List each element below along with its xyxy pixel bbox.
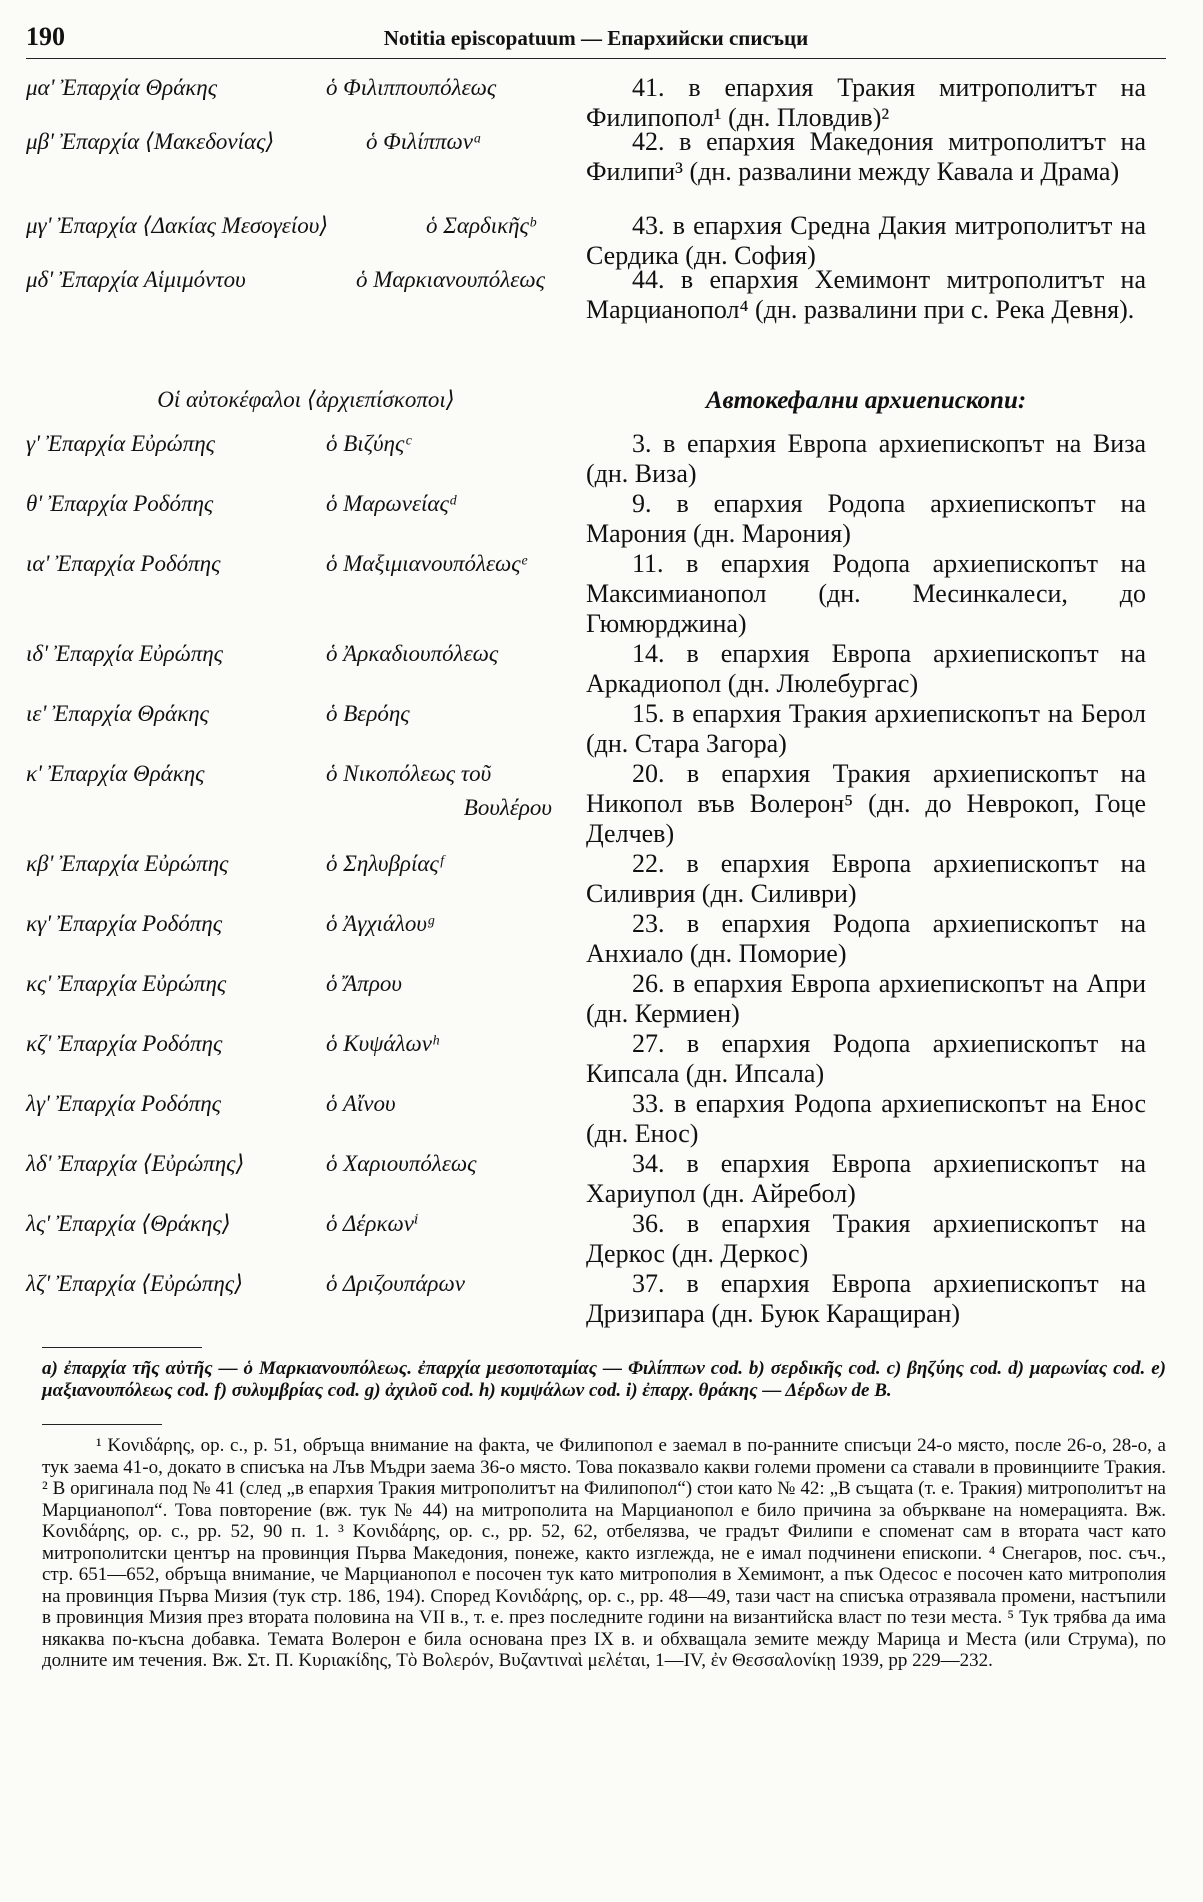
running-header xyxy=(26,22,1166,59)
greek-entry xyxy=(26,211,586,241)
metropolitans-list xyxy=(26,73,1166,349)
critical-apparatus: a) ἐπαρχία τῆς αὐτῆς — ὁ Μαρκιανουπόλεως. ἐπαρχία μεσοποταμίας — Φιλίππων cod. b) σερδικῆς cod. c) βηζύης cod. d) μαρωνίας cod. e) μαξιανουπόλεως cod. f) συλυμβρίας cod. g) ἀχιλοῦ cod. h) κυμψάλων cod. i) ἐπαρχ. θράκης — Δέρδων de B. xyxy=(42,1358,1166,1401)
greek-bishop-continued: Βουλέρου xyxy=(463,795,552,820)
greek-eparchy: μβ' Ἐπαρχία ⟨Μακεδονίας⟩ xyxy=(26,129,275,154)
greek-bishop: ὁ Δριζουπάρων xyxy=(326,1271,465,1296)
bulgarian-entry: 43. в епархия Средна Дакия митрополитът на Сердика (дн. София) xyxy=(586,211,1146,270)
greek-bishop: ὁ Μαρκιανουπόλεως xyxy=(356,267,545,292)
greek-bishop: ὁ Φιλίππωνᵃ xyxy=(366,129,483,154)
list-item xyxy=(26,639,1166,699)
greek-bishop: ὁ Βιζύηςᶜ xyxy=(326,431,411,456)
greek-entry xyxy=(26,969,586,999)
bulgarian-entry: 42. в епархия Македония митрополитът на Филипи³ (дн. развалини между Кавала и Драма) xyxy=(586,127,1146,186)
greek-eparchy: γ' Ἐπαρχία Εὐρώπης xyxy=(26,431,215,456)
greek-bishop: ὁ Σαρδικῆςᵇ xyxy=(426,213,536,238)
list-item xyxy=(26,265,1166,349)
greek-eparchy: λγ' Ἐπαρχία Ροδόπης xyxy=(26,1091,221,1116)
greek-entry xyxy=(26,1209,586,1239)
page-number: 190 xyxy=(26,22,65,51)
page xyxy=(26,22,1166,1672)
bulgarian-entry: 9. в епархия Родопа архиепископът на Марония (дн. Марония) xyxy=(586,489,1146,548)
section-heading xyxy=(26,387,1166,415)
bulgarian-entry: 14. в епархия Европа архиепископът на Аркадиопол (дн. Люлебургас) xyxy=(586,639,1146,698)
archbishops-list xyxy=(26,429,1166,1329)
greek-bishop: ὁ Μαξιμιανουπόλεωςᵉ xyxy=(326,551,527,576)
greek-bishop: ὁ Αἴνου xyxy=(326,1091,396,1116)
greek-entry xyxy=(26,1089,586,1119)
greek-bishop: ὁ Φιλιππουπόλεως xyxy=(326,75,497,100)
greek-eparchy: κγ' Ἐπαρχία Ροδόπης xyxy=(26,911,223,936)
greek-entry xyxy=(26,699,586,729)
footnotes: ¹ Κονιδάρης, op. c., p. 51, обръща внимание на факта, че Филипопол е заемал в по-ранните списъци 24-о място, после 26-о, 28-о, а тук заема 41-о, докато в списъка на Лъв Мъдри заема 36-о място. Това показвало какви големи промени са ставали в провинциите Тракия. ² В оригинала под № 41 (след „в епархия Тракия митрополитът на Филипопол“) стои като № 42: „В същата (т. е. Тракия) митрополитът на Марцианопол“. Това повторение (вж. тук № 44) на митрополита на Марцианопол е било причина за объркване на номерацията. Вж. Κονιδάρης, op. c., pp. 52, 90 п. 1. ³ Κονιδάρης, op. c., pp. 52, 62, отбелязва, че градът Филипи е споменат сам в втората част като митрополитски център на провинция Първа Македония, понеже, както изглежда, не е имал подчинени епископи. ⁴ Снегаров, пос. съч., стр. 651—652, обръща внимание, че Марцианопол е посочен тук като митрополия в Хемимонт, а пък Одесос е посочен като митрополия на провинция Първа Мизия (тук стр. 186, 194). Според Κονιδάρης, op. c., pp. 48—49, тази част на списъка отразявала промени, настъпили в провинция Мизия през втората половина на VII в., т. е. през последните години на византийска власт по тези места. ⁵ Тук трябва да има някаква по-късна добавка. Темата Волерон е била основана през IX в. и обхващала земите между Марица и Места (или Струма), по долните им течения. Вж. Στ. Π. Κυριακίδης, Τὸ Βολερόν, Βυζαντιναὶ μελέται, 1—IV, ἐν Θεσσαλονίκῃ 1939, pp 229—232. xyxy=(42,1435,1166,1671)
greek-section-heading: Οἱ αὐτοκέφαλοι ⟨ἀρχιεπίσκοποι⟩ xyxy=(157,387,455,412)
greek-entry xyxy=(26,849,586,879)
greek-entry xyxy=(26,1269,586,1299)
bulgarian-entry: 22. в епархия Европа архиепископът на Силиврия (дн. Силиври) xyxy=(586,849,1146,908)
greek-entry xyxy=(26,127,586,157)
bulgarian-entry: 26. в епархия Европа архиепископът на Апри (дн. Кермиен) xyxy=(586,969,1146,1028)
list-item xyxy=(26,211,1166,270)
list-item xyxy=(26,549,1166,639)
greek-entry xyxy=(26,639,586,669)
bulgarian-entry: 23. в епархия Родопа архиепископът на Анхиало (дн. Поморие) xyxy=(586,909,1146,968)
list-item xyxy=(26,1149,1166,1209)
greek-eparchy: κζ' Ἐπαρχία Ροδόπης xyxy=(26,1031,223,1056)
list-item xyxy=(26,73,1166,132)
greek-eparchy: μα' Ἐπαρχία Θράκης xyxy=(26,75,218,100)
list-item xyxy=(26,1089,1166,1149)
greek-eparchy: θ' Ἐπαρχία Ροδόπης xyxy=(26,491,214,516)
greek-eparchy: κβ' Ἐπαρχία Εὐρώπης xyxy=(26,851,229,876)
bulgarian-entry: 44. в епархия Хемимонт митрополитът на Марцианопол⁴ (дн. развалини при с. Река Девня). xyxy=(586,265,1146,324)
greek-entry xyxy=(26,909,586,939)
greek-bishop: ὁ Ἀγχιάλουᵍ xyxy=(326,911,434,936)
list-item xyxy=(26,849,1166,909)
apparatus-rule xyxy=(42,1347,202,1348)
list-item xyxy=(26,699,1166,759)
footnote-rule xyxy=(42,1424,162,1425)
greek-eparchy: κ' Ἐπαρχία Θράκης xyxy=(26,761,205,786)
greek-entry xyxy=(26,1029,586,1059)
bulgarian-entry: 34. в епархия Европа архиепископът на Хариупол (дн. Айребол) xyxy=(586,1149,1146,1208)
greek-eparchy: κς' Ἐπαρχία Εὐρώπης xyxy=(26,971,227,996)
greek-entry xyxy=(26,73,586,103)
running-head: Notitia episcopatuum — Епархийски списъци xyxy=(383,26,809,50)
greek-bishop: ὁ Νικοπόλεως τοῦ xyxy=(326,761,492,786)
list-item xyxy=(26,127,1166,211)
bulgarian-entry: 27. в епархия Родопа архиепископът на Кипсала (дн. Ипсала) xyxy=(586,1029,1146,1088)
greek-eparchy: ιε' Ἐπαρχία Θράκης xyxy=(26,701,209,726)
greek-entry xyxy=(26,429,586,459)
greek-eparchy: ια' Ἐπαρχία Ροδόπης xyxy=(26,551,221,576)
greek-bishop: ὁ Μαρωνείαςᵈ xyxy=(326,491,456,516)
bulgarian-entry: 33. в епархия Родопа архиепископът на Енос (дн. Енос) xyxy=(586,1089,1146,1148)
greek-eparchy: ιδ' Ἐπαρχία Εὐρώπης xyxy=(26,641,223,666)
list-item xyxy=(26,1029,1166,1089)
bulgarian-entry: 36. в епархия Тракия архиепископът на Деркос (дн. Деркос) xyxy=(586,1209,1146,1268)
bulgarian-section-heading: Автокефални архиепископи: xyxy=(705,387,1027,414)
list-item xyxy=(26,969,1166,1029)
greek-bishop: ὁ Σηλυβρίαςᶠ xyxy=(326,851,443,876)
greek-eparchy: μδ' Ἐπαρχία Αἱμιμόντου xyxy=(26,267,246,292)
greek-eparchy: λζ' Ἐπαρχία ⟨Εὐρώπης⟩ xyxy=(26,1271,244,1296)
greek-entry xyxy=(26,1149,586,1179)
greek-entry xyxy=(26,265,586,295)
greek-eparchy: λς' Ἐπαρχία ⟨Θράκης⟩ xyxy=(26,1211,231,1236)
list-item xyxy=(26,1209,1166,1269)
greek-bishop: ὁ Βερόης xyxy=(326,701,410,726)
greek-bishop: ὁ Χαριουπόλεως xyxy=(326,1151,477,1176)
bulgarian-entry: 41. в епархия Тракия митрополитът на Филипопол¹ (дн. Пловдив)² xyxy=(586,73,1146,132)
greek-bishop: ὁ Ἄπρου xyxy=(326,971,402,996)
greek-bishop: ὁ Ἀρκαδιουπόλεως xyxy=(326,641,499,666)
greek-eparchy: μγ' Ἐπαρχία ⟨Δακίας Μεσογείου⟩ xyxy=(26,213,329,238)
greek-entry xyxy=(26,489,586,519)
list-item xyxy=(26,759,1166,849)
greek-bishop: ὁ Δέρκωνⁱ xyxy=(326,1211,419,1236)
bulgarian-entry: 15. в епархия Тракия архиепископът на Берол (дн. Стара Загора) xyxy=(586,699,1146,758)
list-item xyxy=(26,489,1166,549)
bulgarian-entry: 3. в епархия Европа архиепископът на Виза (дн. Виза) xyxy=(586,429,1146,488)
greek-entry xyxy=(26,549,586,579)
bulgarian-entry: 11. в епархия Родопа архиепископът на Максимианопол (дн. Месинкалеси, до Гюмюрджина) xyxy=(586,549,1146,638)
greek-entry xyxy=(26,759,586,823)
greek-bishop: ὁ Κυψάλωνʰ xyxy=(326,1031,439,1056)
list-item xyxy=(26,1269,1166,1329)
bulgarian-entry: 37. в епархия Европа архиепископът на Дризипара (дн. Буюк Каращиран) xyxy=(586,1269,1146,1328)
list-item xyxy=(26,429,1166,489)
bulgarian-entry: 20. в епархия Тракия архиепископът на Никопол във Волерон⁵ (дн. до Неврокоп, Гоце Делчев) xyxy=(586,759,1146,848)
list-item xyxy=(26,909,1166,969)
greek-eparchy: λδ' Ἐπαρχία ⟨Εὐρώπης⟩ xyxy=(26,1151,245,1176)
